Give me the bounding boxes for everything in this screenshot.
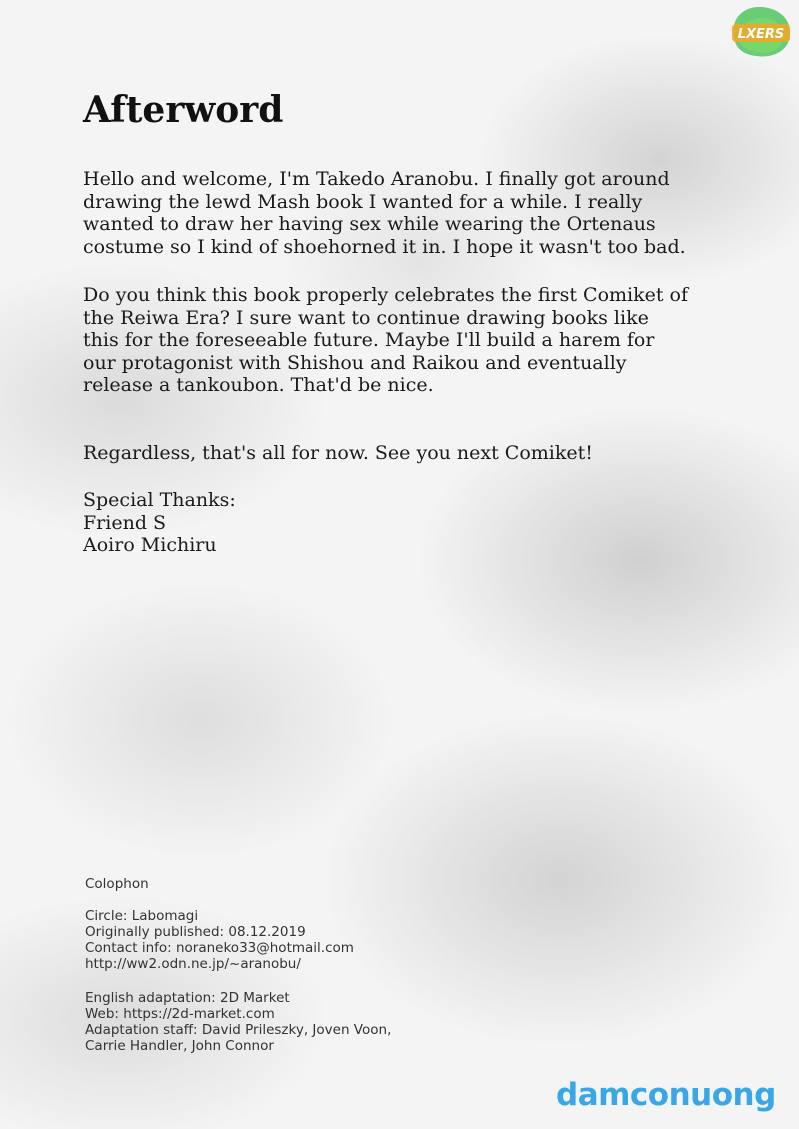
text-line: wanted to draw her having sex while wearing the Ortenaus: [83, 213, 656, 235]
paragraph-intro: [83, 168, 743, 258]
site-watermark: damconuong: [556, 1077, 776, 1113]
paragraph-comiket: [83, 284, 743, 397]
text-line: Regardless, that's all for now. See you next Comiket!: [83, 442, 593, 464]
text-line: our protagonist with Shishou and Raikou and eventually: [83, 351, 627, 374]
colophon-line: English adaptation: 2D Market: [85, 990, 290, 1006]
text-line: costume so I kind of shoehorned it in. I hope it wasn't too bad.: [83, 235, 686, 258]
text-line: the Reiwa Era? I sure want to continue drawing books like: [83, 306, 649, 329]
colophon-line: Adaptation staff: David Prileszky, Joven Voon,: [85, 1022, 392, 1038]
page-title: Afterword: [83, 89, 284, 131]
colophon-heading: Colophon: [85, 876, 149, 892]
special-thanks: [83, 489, 743, 557]
text-line: Hello and welcome, I'm Takedo Aranobu. I finally got around: [83, 168, 670, 190]
colophon-line: Circle: Labomagi: [85, 908, 199, 924]
thanks-name: Friend S: [83, 511, 167, 534]
colophon-line: http://ww2.odn.ne.jp/~aranobu/: [85, 956, 301, 972]
thanks-name: Aoiro Michiru: [83, 534, 217, 556]
text-line: this for the foreseeable future. Maybe I'll build a harem for: [83, 329, 655, 351]
text-line: release a tankoubon. That'd be nice.: [83, 374, 434, 396]
colophon-line: Contact info: noraneko33@hotmail.com: [85, 940, 354, 956]
lxers-logo-icon: [726, 2, 796, 60]
text-line: drawing the lewd Mash book I wanted for a while. I really: [83, 190, 643, 213]
colophon-line: Originally published: 08.12.2019: [85, 924, 306, 940]
logo-text: LXERS: [737, 27, 785, 42]
colophon-line: Web: https://2d-market.com: [85, 1006, 275, 1022]
colophon-publication-info: [85, 908, 354, 972]
paragraph-closing: [83, 442, 743, 465]
colophon-adaptation-info: [85, 990, 391, 1054]
colophon-line: Carrie Handler, John Connor: [85, 1038, 274, 1054]
text-line: Do you think this book properly celebrates the first Comiket of: [83, 284, 689, 306]
thanks-heading: Special Thanks:: [83, 489, 236, 511]
